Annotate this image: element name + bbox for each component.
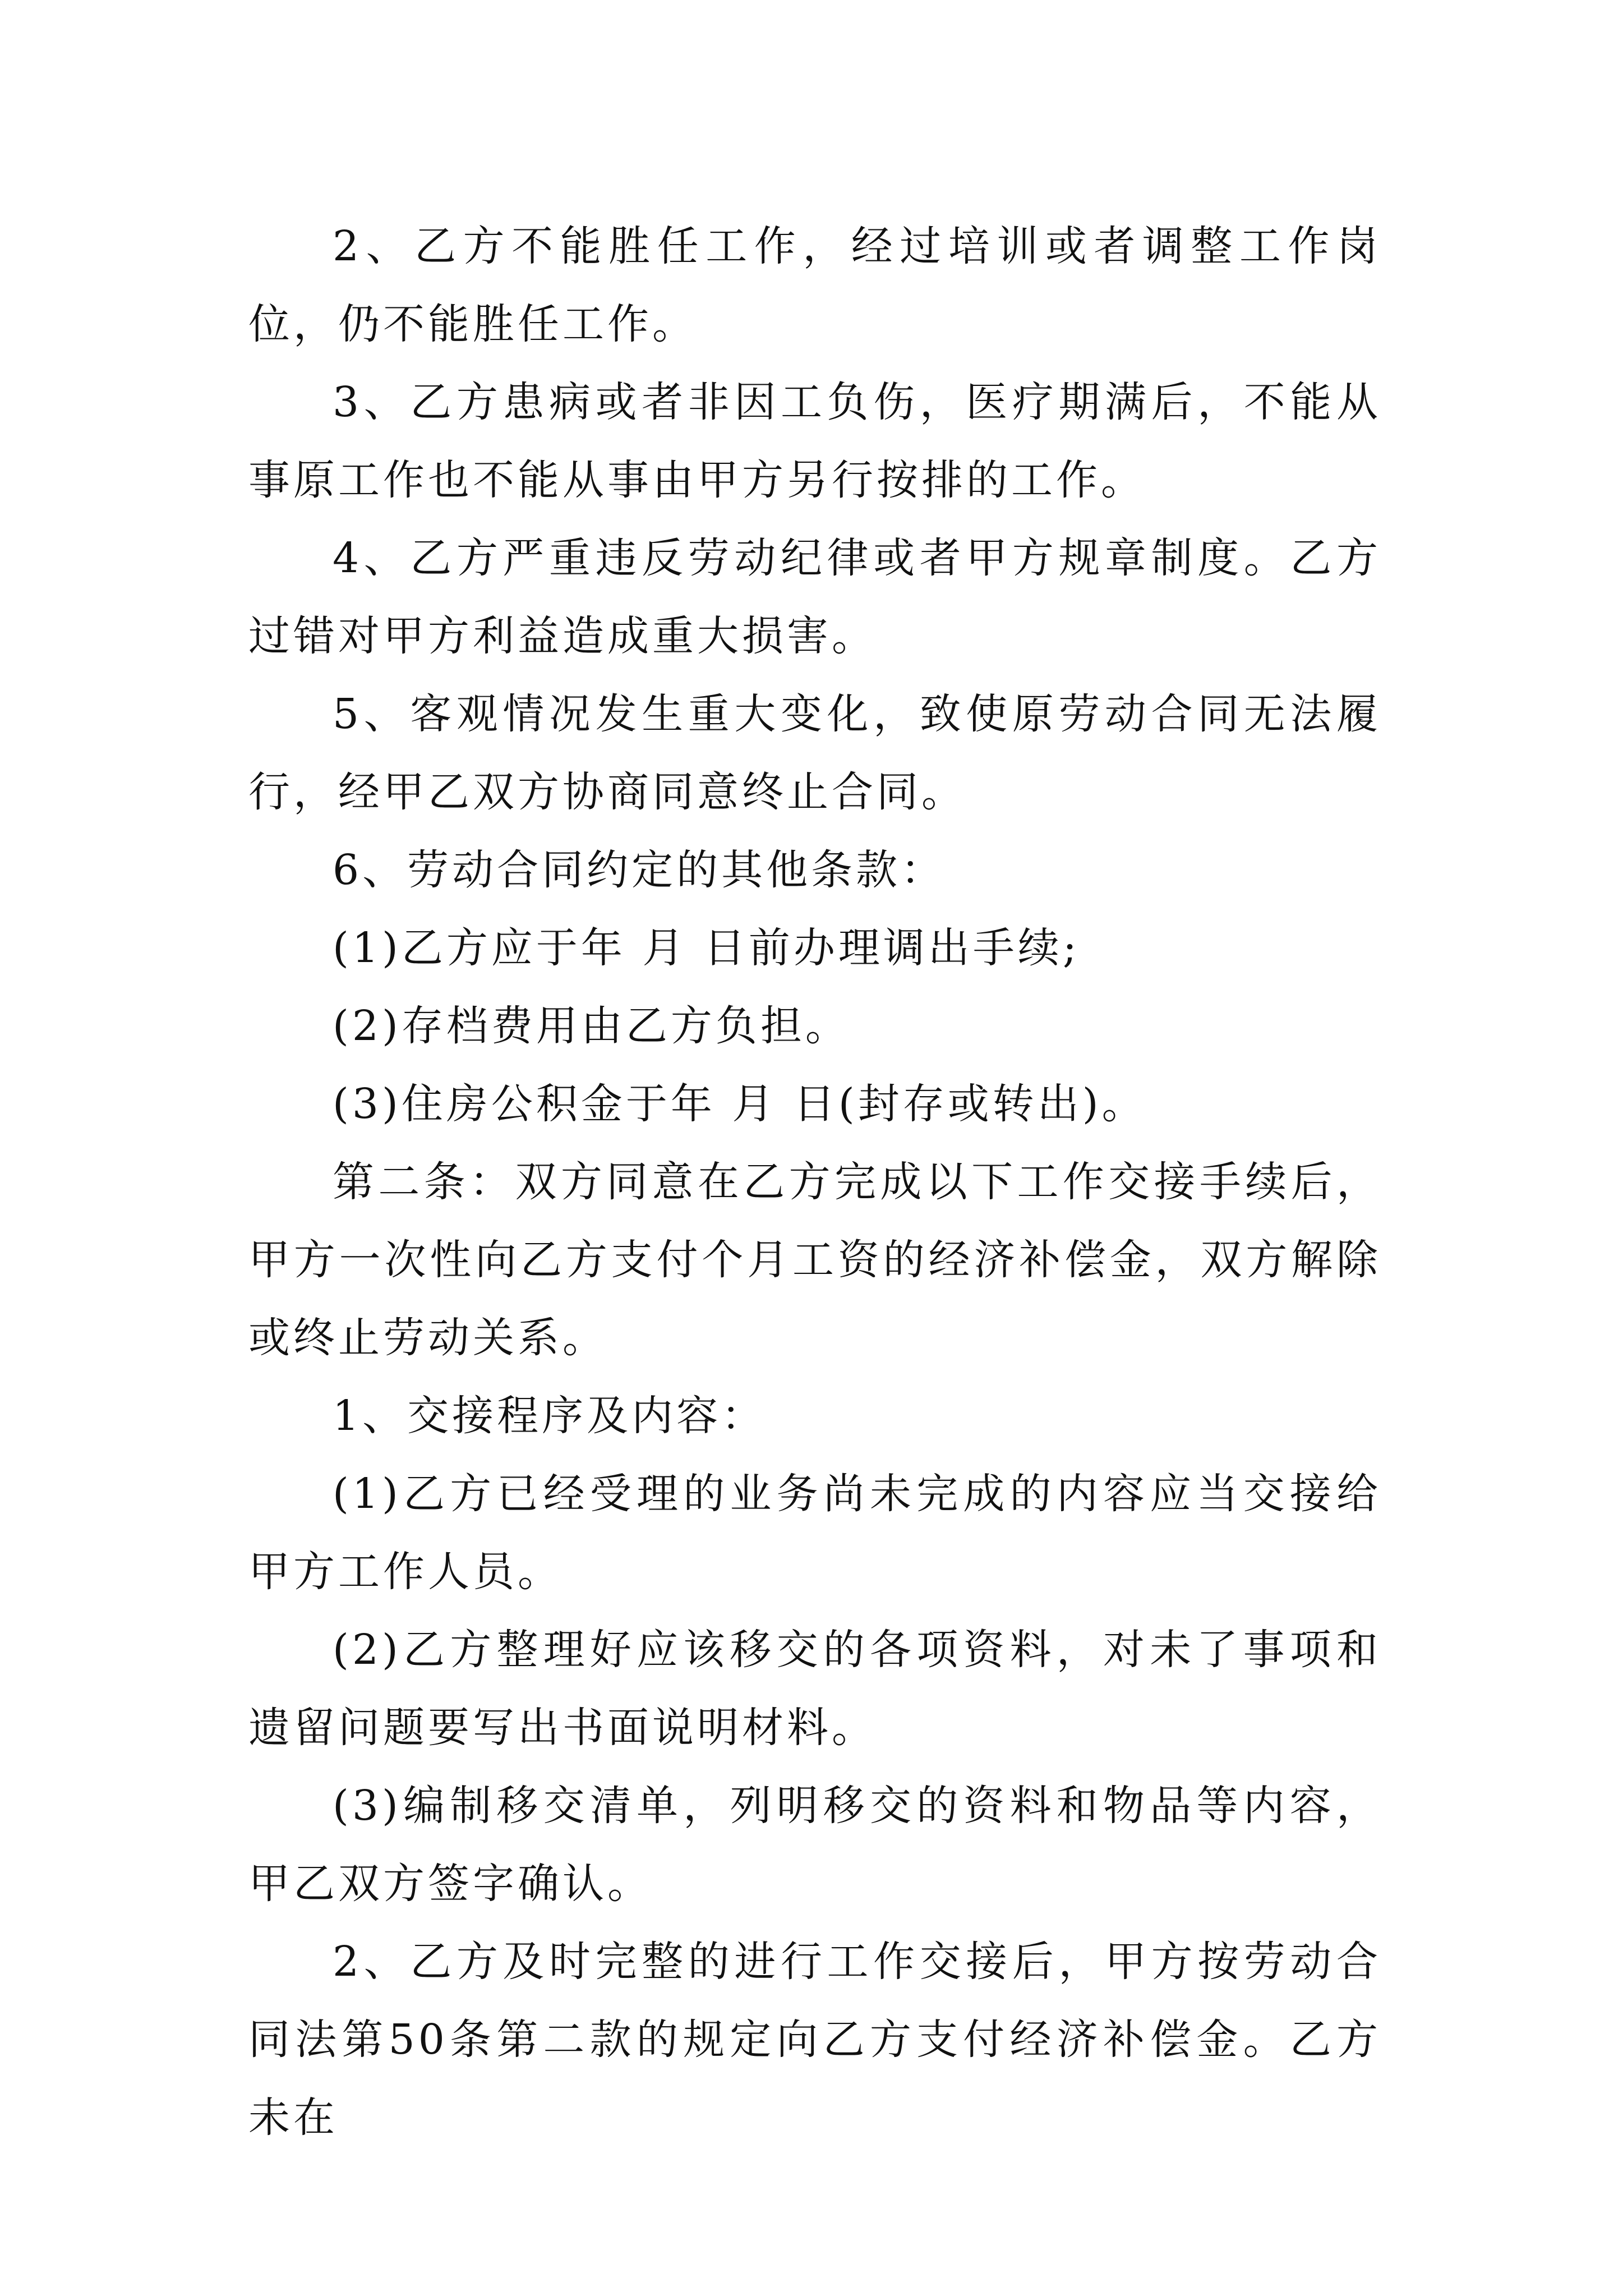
paragraph-item-1: (1)乙方应于年 月 日前办理调出手续; xyxy=(333,924,1080,972)
document-body xyxy=(248,208,1381,2157)
paragraph-item-2: (2)存档费用由乙方负担。 xyxy=(333,1002,850,1050)
paragraph-handover-item-1: (1)乙方已经受理的业务尚未完成的内容应当交接给甲方工作人员。 xyxy=(248,1470,1381,1596)
paragraph-handover-item-2: (2)乙方整理好应该移交的各项资料，对未了事项和遗留问题要写出书面说明材料。 xyxy=(248,1626,1381,1752)
paragraph-clause-2: 2、乙方不能胜任工作，经过培训或者调整工作岗位，仍不能胜任工作。 xyxy=(248,222,1381,348)
paragraph-handover-heading: 1、交接程序及内容： xyxy=(333,1392,767,1440)
paragraph-item-3: (3)住房公积金于年 月 日(封存或转出)。 xyxy=(333,1080,1147,1128)
paragraph-clause-4: 4、乙方严重违反劳动纪律或者甲方规章制度。乙方过错对甲方利益造成重大损害。 xyxy=(248,534,1381,660)
paragraph-compensation: 2、乙方及时完整的进行工作交接后，甲方按劳动合同法第50条第二款的规定向乙方支付经济补偿金。乙方未在 xyxy=(248,1938,1381,2142)
paragraph-article-2: 第二条：双方同意在乙方完成以下工作交接手续后，甲方一次性向乙方支付个月工资的经济补偿金，双方解除或终止劳动关系。 xyxy=(248,1158,1381,1362)
paragraph-clause-5: 5、客观情况发生重大变化，致使原劳动合同无法履行，经甲乙双方协商同意终止合同。 xyxy=(248,690,1381,816)
paragraph-handover-item-3: (3)编制移交清单，列明移交的资料和物品等内容，甲乙双方签字确认。 xyxy=(248,1782,1381,1908)
paragraph-clause-3: 3、乙方患病或者非因工负伤，医疗期满后，不能从事原工作也不能从事由甲方另行按排的工作。 xyxy=(248,378,1381,504)
paragraph-clause-6: 6、劳动合同约定的其他条款： xyxy=(333,846,946,894)
